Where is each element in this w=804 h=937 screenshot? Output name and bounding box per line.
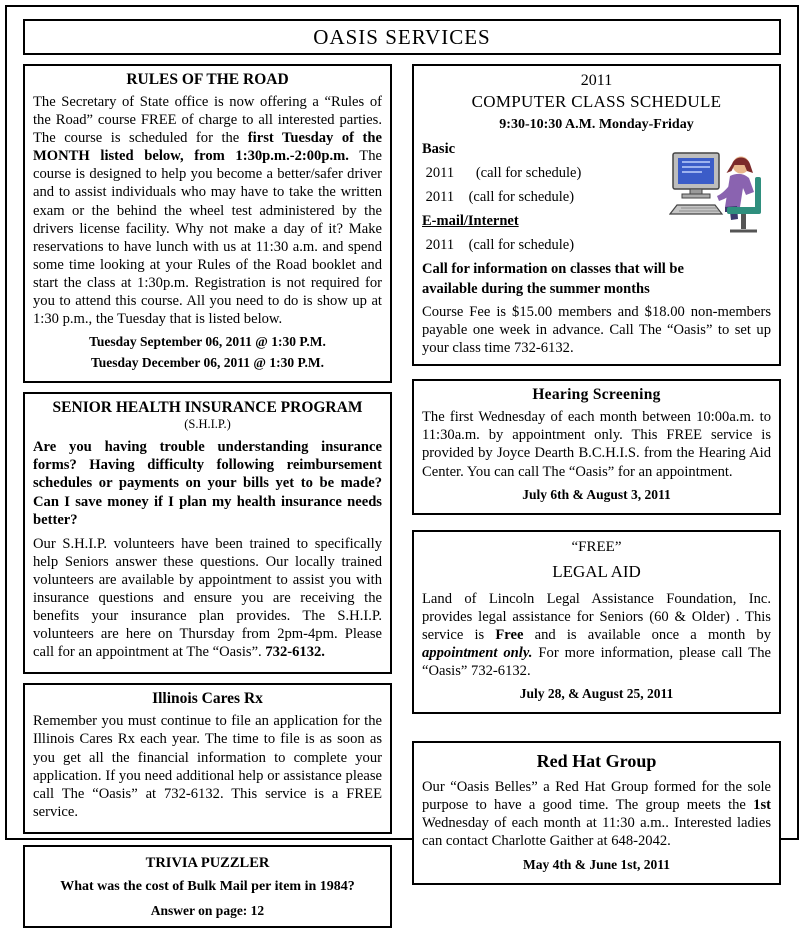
- trivia-question: What was the cost of Bulk Mail per item in 1984?: [60, 878, 355, 894]
- schedule-row: 2011 (call for schedule): [422, 165, 582, 181]
- section-rules-of-the-road: [23, 64, 392, 383]
- legal-free-word: Free: [495, 626, 524, 643]
- section-computer-class-schedule: [412, 64, 781, 366]
- rules-title: RULES OF THE ROAD: [126, 71, 289, 88]
- redhat-dates: May 4th & June 1st, 2011: [522, 856, 670, 872]
- page-title: OASIS SERVICES: [313, 24, 491, 49]
- schedule-rows: [422, 141, 665, 261]
- section-hearing-screening: [412, 379, 781, 514]
- schedule-basic-label: Basic: [422, 141, 456, 157]
- trivia-title: TRIVIA PUZZLER: [145, 854, 270, 871]
- keyboard-shape: [670, 205, 722, 214]
- rules-text: The course is designed to help you become a better/safer driver and to assist individuals who may have to take the written exam or the behind the wheel test administered by the drivers license facility. Why not make a day of it? Make reservations to have lunch with us at 11:30 a.m. and spend some time looking at your Rules of the Road booklet and start the class at 1:30p.m. Registration is not required for you to attend this course. All you need to do is show up at 1:30 p.m., the Tuesday that is listed below.: [33, 148, 382, 328]
- schedule-time: 9:30-10:30 A.M. Monday-Friday: [499, 117, 694, 132]
- schedule-email-label: E-mail/Internet: [422, 213, 519, 229]
- newsletter-page: [5, 5, 799, 918]
- schedule-note-line-1: Call for information on classes that will be: [422, 261, 684, 277]
- hearing-dates: July 6th & August 3, 2011: [522, 486, 671, 502]
- legal-appointment-only: appointment only.: [422, 644, 533, 661]
- ship-info-paragraph: [33, 535, 382, 662]
- schedule-row: 2011 (call for schedule): [422, 237, 575, 253]
- section-trivia-puzzler: [23, 845, 392, 928]
- rules-session-date-2: Tuesday December 06, 2011 @ 1:30 P.M.: [91, 355, 324, 371]
- redhat-first-bold: 1st: [753, 797, 771, 814]
- legal-text: and is available once a month by: [523, 626, 771, 643]
- legal-paragraph: [422, 590, 771, 680]
- redhat-text: Our “Oasis Belles” a Red Hat Group formed for the sole purpose to have a good time. The group meets the: [422, 779, 771, 814]
- legal-title: LEGAL AID: [552, 561, 641, 581]
- content-columns: [23, 64, 781, 937]
- legal-dates: July 28, & August 25, 2011: [519, 686, 674, 702]
- ship-questions-paragraph: Are you having trouble understanding insurance forms? Having difficulty following reimbursement schedules or payments on your bills yet to be made? Can I save money if I plan my health insurance needs better?: [33, 439, 382, 528]
- cares-title: Illinois Cares Rx: [152, 690, 263, 708]
- rules-paragraph: [33, 93, 382, 328]
- redhat-text: Wednesday of each month at 11:30 a.m.. Interested ladies can contact Charlotte Gaither at 648-2042.: [422, 815, 771, 850]
- legal-text: For more information, please call The “Oasis” 732-6132.: [422, 644, 771, 680]
- ship-subtitle: (S.H.I.P.): [184, 417, 231, 432]
- trivia-answer-ref: Answer on page: 12: [150, 902, 265, 918]
- redhat-title: Red Hat Group: [536, 751, 657, 772]
- section-illinois-cares-rx: [23, 683, 392, 834]
- monitor-shape: [673, 153, 719, 198]
- person-at-computer-icon: [669, 143, 771, 237]
- schedule-body: [422, 141, 771, 261]
- rules-text: The Secretary of State office is now offering a “Rules of the Road” course FREE of charge to all interested parties. The course is scheduled for the: [33, 94, 382, 147]
- right-column: [412, 64, 781, 937]
- redhat-paragraph: [422, 778, 771, 850]
- masthead: [23, 19, 781, 55]
- hearing-title: Hearing Screening: [532, 386, 661, 404]
- schedule-year: 2011: [580, 72, 613, 89]
- hearing-paragraph: The first Wednesday of each month between 10:00a.m. to 11:30a.m. by appointment only. This FREE service is provided by Joyce Dearth B.C.H.I.S. from the Hearing Aid Center. You can call The “Oasis” for an appointment.: [422, 409, 771, 480]
- left-column: [23, 64, 392, 937]
- cares-paragraph: Remember you must continue to file an application for the Illinois Cares Rx each year. The time to file is as soon as you get all the financial information to complete your application. If you need additional help or assistance please call The “Oasis” at 732-6132. This service is a FREE service.: [33, 713, 382, 820]
- rules-session-date-1: Tuesday September 06, 2011 @ 1:30 P.M.: [89, 334, 326, 350]
- ship-title: SENIOR HEALTH INSURANCE PROGRAM: [52, 399, 363, 417]
- legal-text: Land of Lincoln Legal Assistance Foundation, Inc. provides legal assistance for Seniors (60 & Older) . This service is: [422, 590, 771, 643]
- ship-text: Our S.H.I.P. volunteers have been trained to specifically help Seniors answer these questions. Our locally trained volunteers are available by appointment to assist you with insurance questions and ensure you are receiving the benefits your insurance plan provides. The S.H.I.P. volunteers are here on Thursday from 2pm-4pm. Please call for an appointment at The “Oasis”.: [33, 535, 382, 661]
- ship-phone: 732-6132.: [265, 644, 325, 661]
- schedule-fee-paragraph: Course Fee is $15.00 members and $18.00 non-members payable one week in advance. Call The “Oasis” to set up your class time 732-6132.: [422, 304, 771, 357]
- schedule-note-line-2: available during the summer months: [422, 281, 650, 297]
- schedule-row: 2011 (call for schedule): [422, 189, 575, 205]
- schedule-title: COMPUTER CLASS SCHEDULE: [471, 92, 722, 111]
- section-legal-aid: [412, 530, 781, 714]
- legal-free-label: “FREE”: [571, 538, 622, 555]
- section-red-hat-group: [412, 741, 781, 884]
- rules-text-bold: first Tuesday of the MONTH listed below, from 1:30p.m.-2:00p.m.: [33, 130, 382, 165]
- section-ship: [23, 392, 392, 674]
